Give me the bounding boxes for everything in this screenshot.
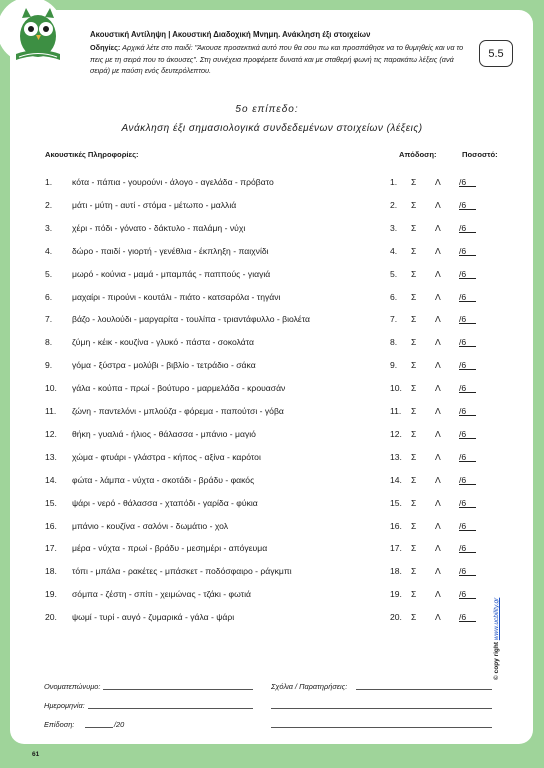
correct-mark[interactable]: Σ — [411, 245, 417, 256]
table-row — [0, 223, 544, 239]
row-number: 20. — [45, 612, 57, 623]
correct-mark[interactable]: Σ — [411, 451, 417, 462]
notes-line-1[interactable] — [356, 689, 492, 690]
row-score[interactable] — [459, 475, 466, 485]
correct-mark[interactable]: Σ — [411, 337, 417, 348]
wrong-mark[interactable]: Λ — [435, 360, 441, 371]
correct-mark[interactable]: Σ — [411, 589, 417, 600]
page-number: 61 — [32, 751, 40, 758]
row-words: ψωμί - τυρί - αυγό - ζυμαρικά - γάλα - ψάρι — [72, 612, 235, 623]
row-number-repeat: 19. — [390, 589, 402, 600]
correct-mark[interactable]: Σ — [411, 199, 417, 210]
row-number: 3. — [45, 222, 53, 233]
header — [90, 30, 470, 77]
score-blank[interactable] — [459, 177, 476, 187]
name-line[interactable] — [103, 689, 253, 690]
score-denominator: /6 — [459, 428, 467, 439]
table-row — [0, 429, 544, 445]
copyright-url[interactable]: www.ucbility.gr — [493, 597, 500, 641]
row-words: μαχαίρι - πιρούνι - κουτάλι - πιάτο - κατσαρόλα - τηγάνι — [72, 291, 281, 302]
score-denominator: /6 — [459, 612, 467, 623]
score-denominator: /6 — [459, 245, 467, 256]
correct-mark[interactable]: Σ — [411, 291, 417, 302]
row-score[interactable] — [459, 200, 466, 210]
correct-mark[interactable]: Σ — [411, 428, 417, 439]
row-words: ψάρι - νερό - θάλασσα - χταπόδι - γαρίδα - φύκια — [72, 497, 258, 508]
row-number-repeat: 10. — [390, 383, 402, 394]
wrong-mark[interactable]: Λ — [435, 474, 441, 485]
wrong-mark[interactable]: Λ — [435, 291, 441, 302]
wrong-mark[interactable]: Λ — [435, 543, 441, 554]
row-number-repeat: 11. — [390, 406, 402, 416]
correct-mark[interactable]: Σ — [411, 497, 417, 508]
row-number: 12. — [45, 428, 57, 439]
score-denominator: /6 — [459, 497, 467, 508]
row-number: 14. — [45, 474, 57, 485]
table-row — [0, 566, 544, 582]
correct-mark[interactable]: Σ — [411, 406, 417, 416]
row-score[interactable] — [459, 521, 466, 531]
table-row — [0, 475, 544, 491]
table-row — [0, 498, 544, 514]
table-row — [0, 383, 544, 399]
row-number-repeat: 14. — [390, 474, 402, 485]
row-number: 8. — [45, 337, 53, 348]
wrong-mark[interactable]: Λ — [435, 451, 441, 462]
exercise-badge: 5.5 — [479, 40, 513, 67]
row-score[interactable] — [459, 589, 466, 599]
row-number: 4. — [45, 245, 53, 256]
table-row — [0, 589, 544, 605]
row-score[interactable] — [459, 498, 466, 508]
score-denominator: /6 — [459, 566, 467, 577]
score-denominator: /6 — [459, 199, 467, 210]
correct-mark[interactable]: Σ — [411, 222, 417, 233]
row-number-repeat: 7. — [390, 314, 398, 325]
row-score[interactable] — [459, 452, 466, 462]
row-score[interactable] — [459, 429, 466, 439]
row-words: γάλα - κούπα - πρωί - βούτυρο - μαρμελάδα - κρουασάν — [72, 383, 286, 394]
row-words: γόμα - ξύστρα - μολύβι - βιβλίο - τετράδιο - σάκα — [72, 360, 256, 371]
row-number-repeat: 13. — [390, 451, 402, 462]
row-score[interactable] — [459, 246, 466, 256]
table-row — [0, 543, 544, 559]
score-blank[interactable] — [459, 406, 476, 416]
row-score[interactable] — [459, 543, 466, 553]
row-score[interactable] — [459, 566, 466, 576]
table-row — [0, 246, 544, 262]
row-number: 9. — [45, 360, 53, 371]
score-denominator: /6 — [459, 314, 467, 325]
row-words: μωρό - κούνια - μαμά - μπαμπάς - παππούς - γιαγιά — [72, 268, 271, 279]
score-blank[interactable] — [459, 589, 476, 599]
date-label: Ημερομηνία: — [44, 701, 85, 710]
table-row — [0, 314, 544, 330]
score-blank[interactable] — [459, 612, 476, 622]
worksheet-page — [10, 10, 533, 744]
correct-mark[interactable]: Σ — [411, 612, 417, 623]
correct-mark[interactable]: Σ — [411, 520, 417, 531]
row-number-repeat: 16. — [390, 520, 402, 531]
row-number: 2. — [45, 199, 53, 210]
correct-mark[interactable]: Σ — [411, 314, 417, 325]
row-number-repeat: 4. — [390, 245, 398, 256]
table-row — [0, 360, 544, 376]
row-number-repeat: 3. — [390, 222, 398, 233]
score-denominator: /6 — [459, 360, 467, 371]
table-row — [0, 292, 544, 308]
row-number: 7. — [45, 314, 53, 325]
row-number-repeat: 2. — [390, 199, 398, 210]
correct-mark[interactable]: Σ — [411, 566, 417, 577]
row-number-repeat: 6. — [390, 291, 398, 302]
row-score[interactable] — [459, 337, 466, 347]
wrong-mark[interactable]: Λ — [435, 268, 441, 279]
table-row — [0, 177, 544, 193]
row-number: 6. — [45, 291, 53, 302]
row-words: φώτα - λάμπα - νύχτα - σκοτάδι - βράδυ - φακός — [72, 474, 255, 485]
score-blank[interactable] — [459, 337, 476, 347]
score-blank[interactable] — [459, 360, 476, 370]
notes-line-3[interactable] — [271, 727, 492, 728]
score-blank[interactable] — [459, 246, 476, 256]
score-blank[interactable] — [459, 498, 476, 508]
row-score[interactable] — [459, 383, 466, 393]
instructions — [90, 42, 470, 77]
wrong-mark[interactable]: Λ — [435, 383, 441, 394]
row-number-repeat: 12. — [390, 428, 402, 439]
row-words: βάζο - λουλούδι - μαργαρίτα - τουλίπα - τριαντάφυλλο - βιολέτα — [72, 314, 310, 325]
table-row — [0, 406, 544, 422]
row-words: τόπι - μπάλα - ρακέτες - μπάσκετ - ποδόσφαιρο - ράγκμπι — [72, 566, 292, 577]
table-row — [0, 269, 544, 285]
copyright-label: © copy right — [493, 641, 500, 680]
wrong-mark[interactable]: Λ — [435, 497, 441, 508]
score-denominator: /6 — [459, 291, 467, 302]
row-score[interactable] — [459, 360, 466, 370]
score-denominator: /6 — [459, 520, 467, 531]
correct-mark[interactable]: Σ — [411, 474, 417, 485]
notes-line-2[interactable] — [271, 708, 492, 709]
row-words: δώρο - παιδί - γιορτή - γενέθλια - έκπληξη - παιχνίδι — [72, 245, 269, 256]
row-number: 5. — [45, 268, 53, 279]
row-number: 1. — [45, 177, 53, 187]
date-line[interactable] — [88, 708, 253, 709]
score-blank[interactable] — [459, 383, 476, 393]
column-performance: Απόδοση: — [399, 150, 437, 159]
score-denominator: /6 — [459, 268, 467, 279]
owl-logo-icon — [0, 0, 75, 75]
row-score[interactable] — [459, 223, 466, 233]
wrong-mark[interactable]: Λ — [435, 314, 441, 325]
wrong-mark[interactable]: Λ — [435, 337, 441, 348]
score-denominator: /6 — [459, 337, 467, 348]
column-percent: Ποσοστό: — [462, 150, 498, 159]
score-blank[interactable] — [459, 452, 476, 462]
row-words: χώμα - φτυάρι - γλάστρα - κήπος - αξίνα - καρότοι — [72, 451, 261, 462]
instructions-text: Αρχικά λέτε στο παιδί: "Άκουσε προσεκτικά αυτό που θα σου πω και προσπάθησε να το θυμηθείς και να το πεις με τη σειρά που το άκουσες". Στη συνέχεια προφέρετε δυνατά και με σταθερή φωνή τις παρακάτω λέξεις (ανά σειρά) με παύση ενός δευτερόλεπτου. — [90, 43, 464, 75]
table-row — [0, 337, 544, 353]
row-score[interactable] — [459, 314, 466, 324]
table-row — [0, 452, 544, 468]
row-score[interactable] — [459, 292, 466, 302]
row-number: 17. — [45, 543, 57, 554]
table-row — [0, 200, 544, 216]
row-number-repeat: 17. — [390, 543, 402, 554]
row-words: μέρα - νύχτα - πρωί - βράδυ - μεσημέρι - απόγευμα — [72, 543, 268, 554]
score-denominator: /6 — [459, 474, 467, 485]
row-number: 10. — [45, 383, 57, 394]
wrong-mark[interactable]: Λ — [435, 520, 441, 531]
wrong-mark[interactable]: Λ — [435, 199, 441, 210]
row-words: ζύμη - κέικ - κουζίνα - γλυκό - πάστα - σοκολάτα — [72, 337, 255, 348]
score-denominator: /6 — [459, 383, 467, 394]
row-number-repeat: 9. — [390, 360, 398, 371]
table-row — [0, 612, 544, 628]
wrong-mark[interactable]: Λ — [435, 245, 441, 256]
row-number-repeat: 1. — [390, 177, 398, 187]
row-words: χέρι - πόδι - γόνατο - δάκτυλο - παλάμη - νύχι — [72, 222, 246, 233]
score-blank[interactable] — [459, 543, 476, 553]
row-score[interactable] — [459, 406, 466, 416]
row-number: 18. — [45, 566, 57, 577]
correct-mark[interactable]: Σ — [411, 268, 417, 279]
row-number-repeat: 20. — [390, 612, 402, 623]
wrong-mark[interactable]: Λ — [435, 589, 441, 600]
score-blank[interactable] — [459, 475, 476, 485]
correct-mark[interactable]: Σ — [411, 177, 417, 187]
row-number: 15. — [45, 497, 57, 508]
correct-mark[interactable]: Σ — [411, 383, 417, 394]
wrong-mark[interactable]: Λ — [435, 177, 441, 187]
row-number: 16. — [45, 520, 57, 531]
row-number-repeat: 18. — [390, 566, 402, 577]
score-denominator: /6 — [459, 406, 467, 416]
wrong-mark[interactable]: Λ — [435, 406, 441, 416]
correct-mark[interactable]: Σ — [411, 360, 417, 371]
score-label: Επίδοση: — [44, 720, 75, 729]
score-blank[interactable] — [459, 521, 476, 531]
row-words: θήκη - γυαλιά - ήλιος - θάλασσα - μπάνιο - μαγιό — [72, 428, 256, 439]
score-denominator: /6 — [459, 222, 467, 233]
score-total: /20 — [114, 720, 125, 729]
row-number: 19. — [45, 589, 57, 600]
score-denominator: /6 — [459, 177, 467, 187]
row-words: κότα - πάπια - γουρούνι - άλογο - αγελάδα - πρόβατο — [72, 177, 274, 187]
score-line[interactable] — [85, 727, 113, 728]
score-denominator: /6 — [459, 451, 467, 462]
notes-label: Σχόλια / Παρατηρήσεις: — [271, 682, 348, 691]
row-score[interactable] — [459, 612, 466, 622]
subtitle: Ανάκληση έξι σημασιολογικά συνδεδεμένων στοιχείων (λέξεις) — [121, 123, 423, 134]
wrong-mark[interactable]: Λ — [435, 428, 441, 439]
wrong-mark[interactable]: Λ — [435, 566, 441, 577]
name-label: Ονοματεπώνυμο: — [44, 682, 101, 691]
score-blank[interactable] — [459, 314, 476, 324]
row-words: μάτι - μύτη - αυτί - στόμα - μέτωπο - μαλλιά — [72, 199, 237, 210]
row-score[interactable] — [459, 269, 466, 279]
row-score[interactable] — [459, 177, 466, 187]
row-words: σόμπα - ζέστη - σπίτι - χειμώνας - τζάκι - φωτιά — [72, 589, 251, 600]
copyright-text — [493, 598, 500, 680]
worksheet-title: Ακουστική Αντίληψη | Ακουστική Διαδοχική Μνημη. Ανάκληση έξι στοιχείων — [90, 30, 371, 39]
wrong-mark[interactable]: Λ — [435, 612, 441, 623]
score-blank[interactable] — [459, 292, 476, 302]
level-heading: 5ο επίπεδο: — [235, 104, 299, 115]
correct-mark[interactable]: Σ — [411, 543, 417, 554]
score-blank[interactable] — [459, 566, 476, 576]
row-number-repeat: 5. — [390, 268, 398, 279]
score-blank[interactable] — [459, 200, 476, 210]
table-row — [0, 521, 544, 537]
instructions-label: Οδηγίες: — [90, 43, 121, 52]
wrong-mark[interactable]: Λ — [435, 222, 441, 233]
score-denominator: /6 — [459, 543, 467, 554]
score-blank[interactable] — [459, 223, 476, 233]
column-info: Ακουστικές Πληροφορίες: — [45, 150, 139, 159]
row-number-repeat: 15. — [390, 497, 402, 508]
row-number-repeat: 8. — [390, 337, 398, 348]
score-denominator: /6 — [459, 589, 467, 600]
row-number: 11. — [45, 406, 57, 416]
row-words: ζώνη - παντελόνι - μπλούζα - φόρεμα - παπούτσι - γόβα — [72, 406, 284, 416]
score-blank[interactable] — [459, 429, 476, 439]
score-blank[interactable] — [459, 269, 476, 279]
row-number: 13. — [45, 451, 57, 462]
row-words: μπάνιο - κουζίνα - σαλόνι - δωμάτιο - χολ — [72, 520, 229, 531]
